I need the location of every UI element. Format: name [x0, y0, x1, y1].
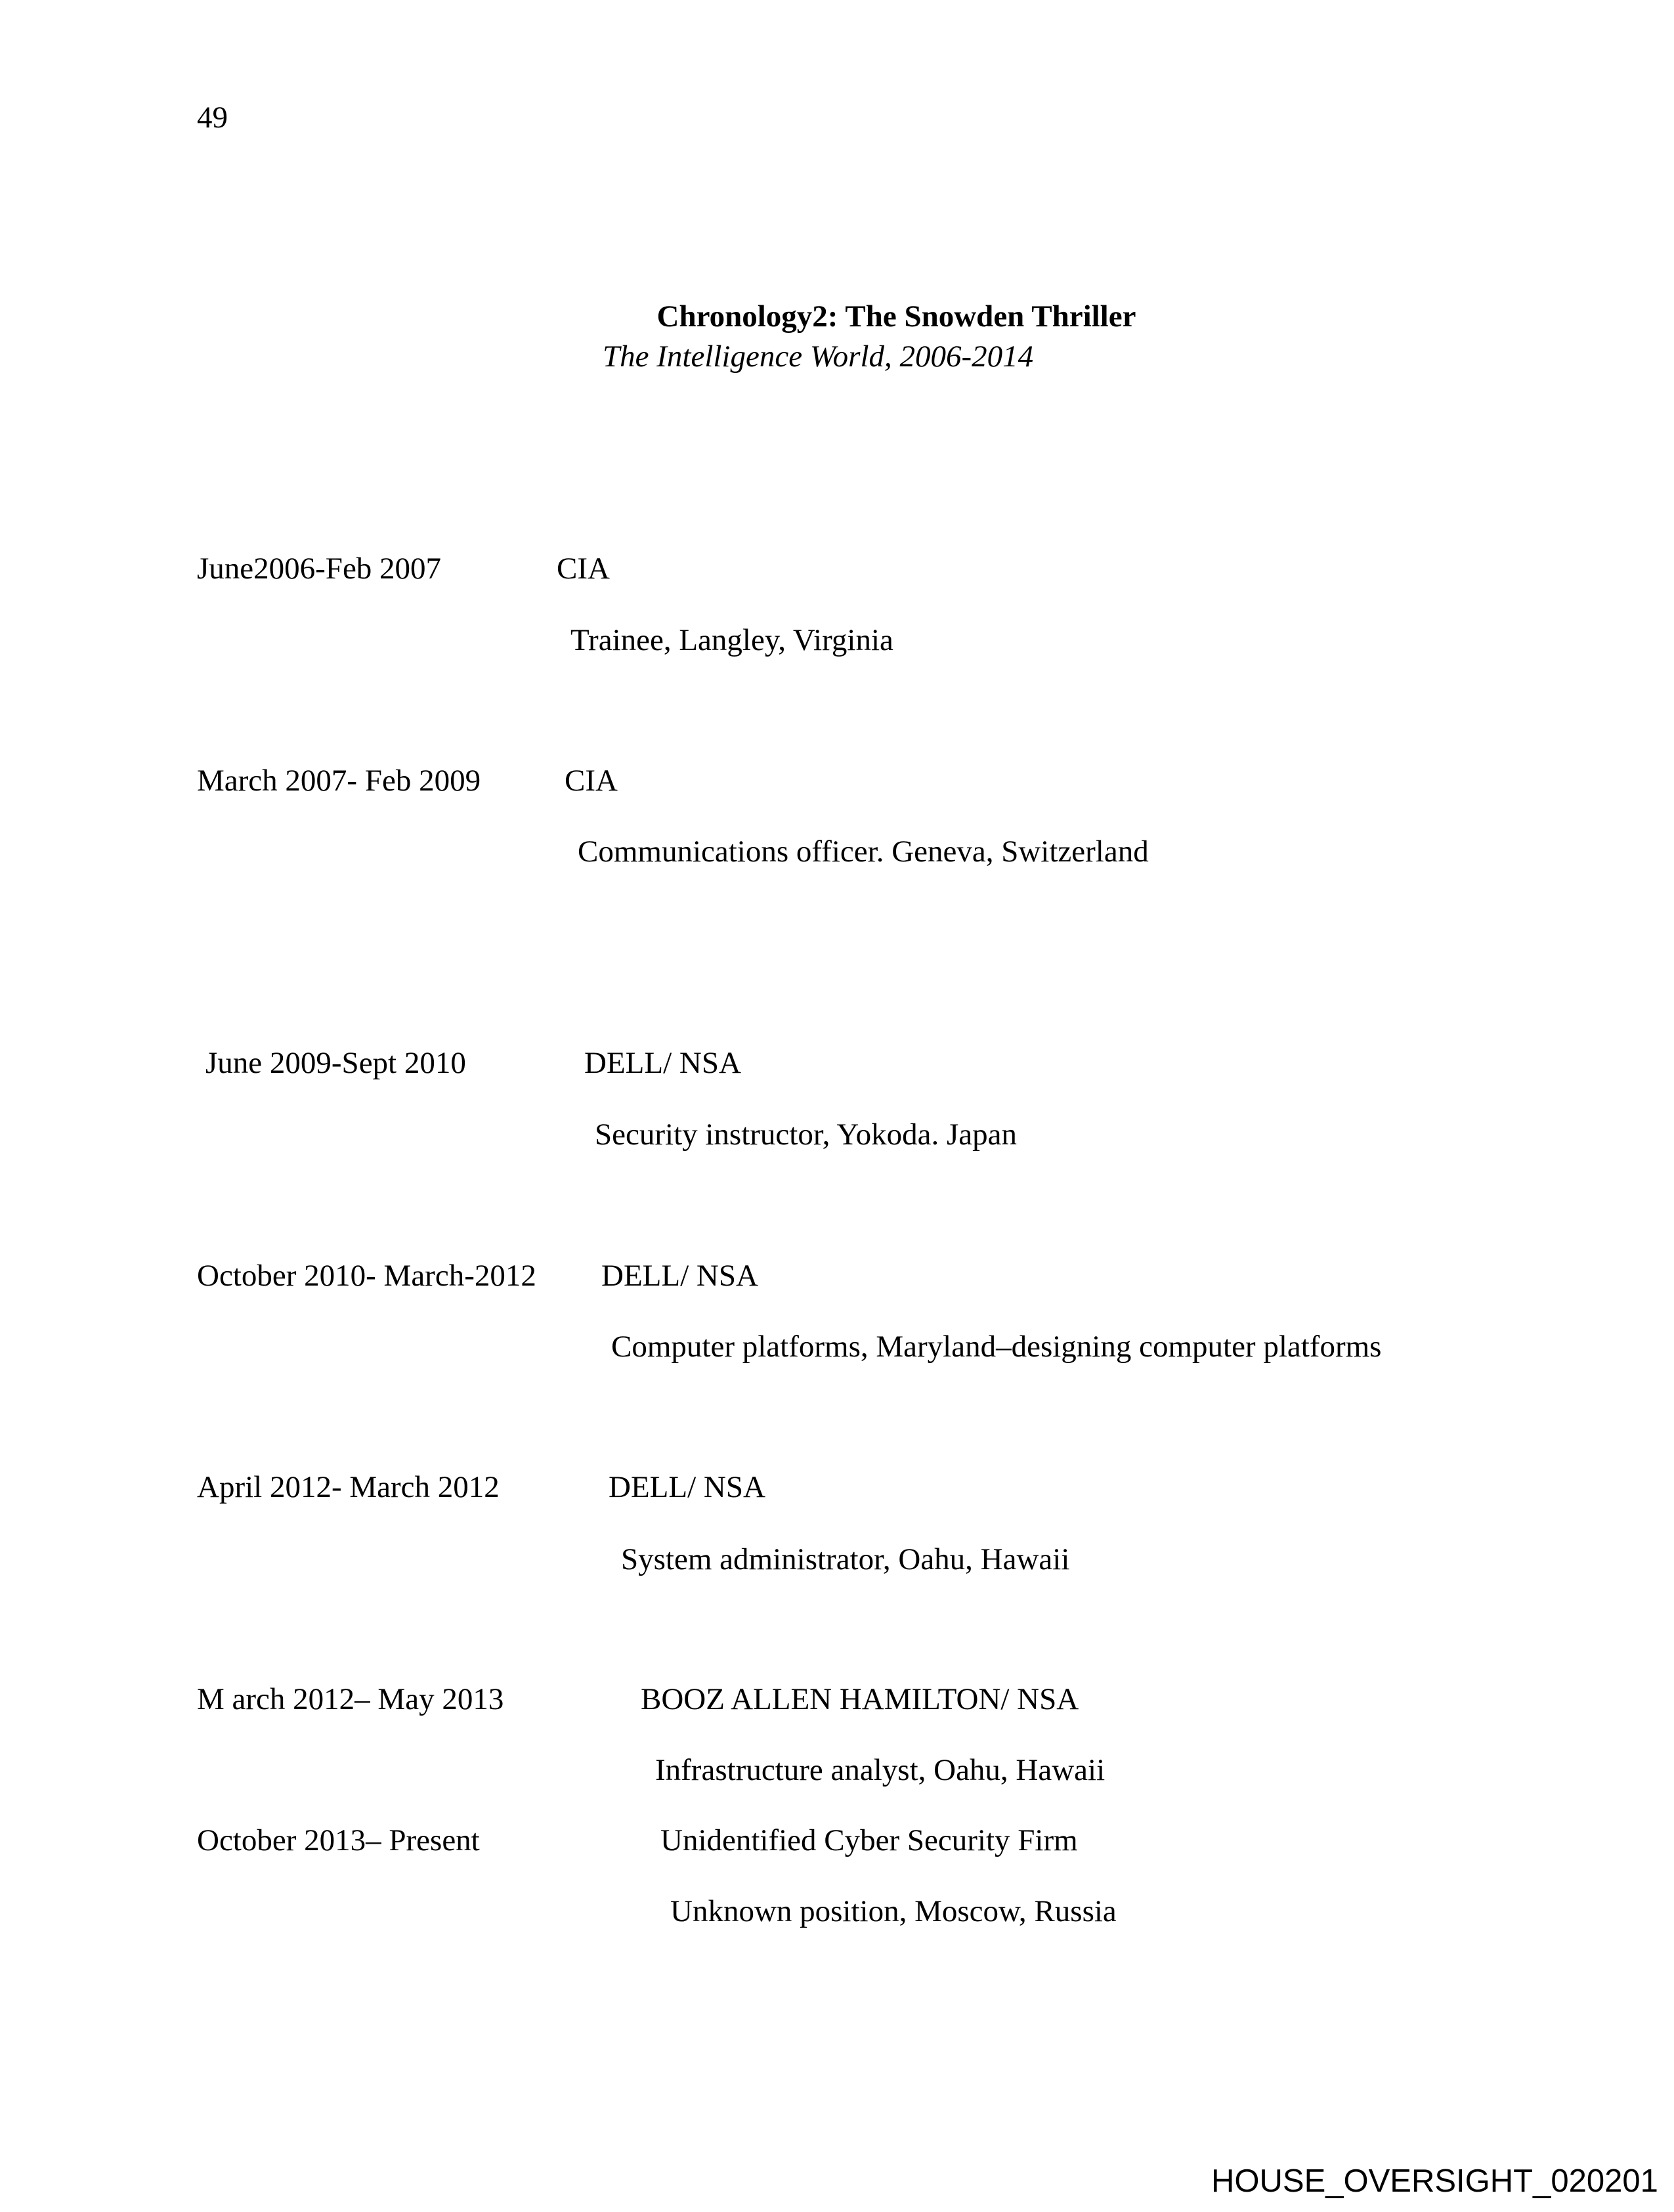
entry-organization: BOOZ ALLEN HAMILTON/ NSA: [641, 1682, 1079, 1716]
entry-description: Unknown position, Moscow, Russia: [670, 1894, 1117, 1928]
entry-description: Trainee, Langley, Virginia: [570, 623, 893, 657]
entry-description: Infrastructure analyst, Oahu, Hawaii: [655, 1753, 1105, 1787]
entry-description: Communications officer. Geneva, Switzerland: [578, 835, 1149, 869]
entry-organization: CIA: [565, 764, 618, 798]
entry-dates: October 2010- March-2012: [197, 1259, 536, 1293]
bates-stamp: HOUSE_OVERSIGHT_020201: [1211, 2163, 1658, 2199]
entry-dates: June 2009-Sept 2010: [205, 1046, 466, 1080]
entry-description: System administrator, Oahu, Hawaii: [621, 1542, 1070, 1576]
entry-organization: DELL/ NSA: [601, 1259, 758, 1293]
entry-description: Security instructor, Yokoda. Japan: [595, 1117, 1017, 1152]
document-subtitle: The Intelligence World, 2006-2014: [603, 339, 1034, 374]
entry-organization: CIA: [557, 552, 610, 586]
entry-dates: April 2012- March 2012: [197, 1470, 500, 1504]
entry-organization: DELL/ NSA: [584, 1046, 741, 1080]
entry-organization: DELL/ NSA: [609, 1470, 765, 1504]
entry-dates: October 2013– Present: [197, 1823, 480, 1857]
page-number: 49: [197, 100, 228, 135]
document-title-text: Chronology2: The Snowden Thriller: [656, 299, 1136, 334]
entry-dates: March 2007- Feb 2009: [197, 764, 481, 798]
entry-dates: M arch 2012– May 2013: [197, 1682, 504, 1716]
entry-dates: June2006-Feb 2007: [197, 552, 442, 586]
entry-organization: Unidentified Cyber Security Firm: [660, 1823, 1078, 1857]
entry-description: Computer platforms, Maryland–designing computer platforms: [611, 1330, 1382, 1364]
